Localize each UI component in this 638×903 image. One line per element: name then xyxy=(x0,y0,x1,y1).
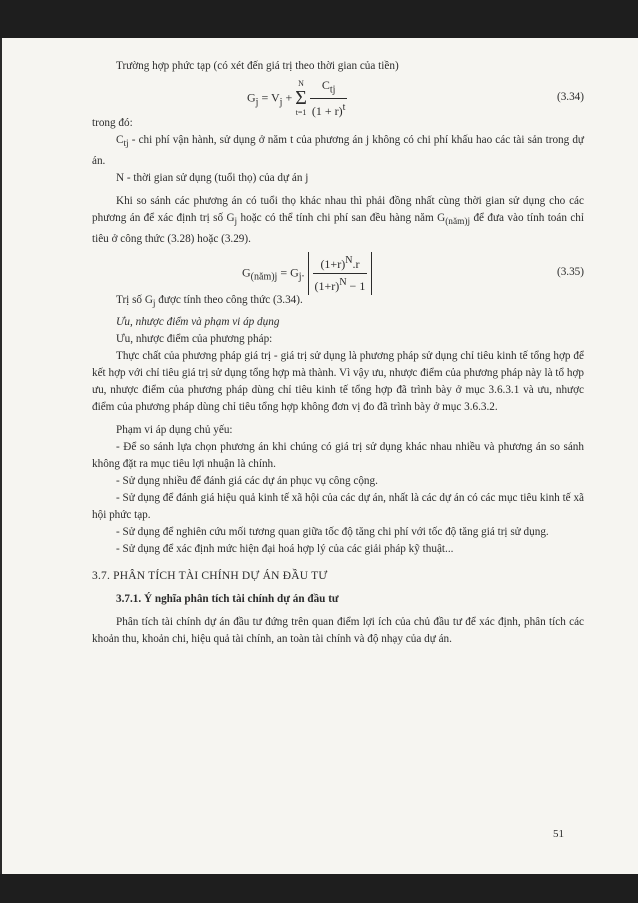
intro-line: Trường hợp phức tạp (có xét đến giá trị theo thời gian của tiền) xyxy=(116,60,399,72)
scope-item: - Sử dụng để xác định mức hiện đại hoá hợp lý của các giải pháp kỹ thuật... xyxy=(116,542,454,555)
formula-3-35-number: (3.35) xyxy=(556,266,584,279)
formula-3-34-expression: $G_j = V_j$ + N Σ t=1 $\frac{C_{tj}}{(1 + r)^t}$ xyxy=(247,78,346,119)
advantages-paragraph: Thực chất của phương pháp giá trị - giá trị sử dụng là phương pháp sử dụng chỉ tiêu kinh tế tổng hợp để kết hợp với chỉ tiêu giá trị sử dụng tổng hợp mà thành. Vì vậy ưu, nhược điểm của phương pháp này là tổ hợp ưu, nhược điểm của phương pháp dùng chỉ tiêu kinh tế tổng hợp đã trình bày ở mục 3.6.3.1 và ưu, nhược điểm của phương pháp dùng chỉ tiêu tổng hợp không đơn vị đo đã trình bày ở mục 3.6.3.2. xyxy=(92,349,584,413)
formula-3-35 xyxy=(92,248,584,292)
scan-top-edge xyxy=(0,0,638,38)
scope-item: - Để so sánh lựa chọn phương án khi chúng có giá trị sử dụng khác nhau nhiều và phương án so sánh không đặt ra mục tiêu lợi nhuận là chính. xyxy=(92,440,584,470)
formula-3-34 xyxy=(92,75,584,119)
scan-bottom-edge xyxy=(0,874,638,903)
gj-line: Trị số $G_j$ được tính theo công thức (3.34). xyxy=(116,294,303,310)
page-content xyxy=(92,58,584,648)
definition-n: N - thời gian sử dụng (tuổi thọ) của dự án j xyxy=(116,172,309,185)
trong-do-label: trong đó: xyxy=(92,117,133,129)
italic-heading: Ưu, nhược điểm và phạm vi áp dụng xyxy=(116,315,280,328)
formula-3-35-expression: $G_{(năm)j} = G_j$. $\frac{(1+r)^N.r}{(1+r)^N - 1}$ xyxy=(242,252,372,295)
advantages-heading: Ưu, nhược điểm của phương pháp: xyxy=(116,332,273,345)
final-paragraph: Phân tích tài chính dự án đầu tư đứng trên quan điểm lợi ích của chủ đầu tư để xác định, phân tích các khoản thu, khoản chi, hiệu quả tài chính, an toàn tài chính và độ nhạy của dự án. xyxy=(92,615,584,645)
definition-ctj: $C_{tj}$ - chi phí vận hành, sử dụng ở năm t của phương án j không có chi phí khấu hao các tài sản trong dự án. xyxy=(92,134,584,168)
scope-heading: Phạm vi áp dụng chủ yếu: xyxy=(116,423,233,436)
scope-item: - Sử dụng nhiều để đánh giá các dự án phục vụ công cộng. xyxy=(116,474,378,487)
scope-item: - Sử dụng để nghiên cứu mối tương quan giữa tốc độ tăng chi phí với tốc độ tăng giá trị sử dụng. xyxy=(116,525,549,538)
paragraph-compare: Khi so sánh các phương án có tuổi thọ khác nhau thì phải đồng nhất cùng thời gian sử dụng cho các phương án để xác định trị số $G_j$ hoặc có thể tính chi phí san đều hàng năm $G_{(năm)j}$ để đưa vào tính toán chỉ tiêu ở công thức (3.28) hoặc (3.29). xyxy=(92,195,585,246)
subsection-heading: 3.7.1. Ý nghĩa phân tích tài chính dự án đầu tư xyxy=(116,592,339,605)
page-number: 51 xyxy=(553,828,564,840)
formula-3-34-number: (3.34) xyxy=(556,91,584,103)
section-heading: 3.7. PHÂN TÍCH TÀI CHÍNH DỰ ÁN ĐẦU TƯ xyxy=(92,569,328,582)
scope-item: - Sử dụng để đánh giá hiệu quả kinh tế xã hội của các dự án, nhất là các dự án có các mục tiêu kinh tế xã hội phức tạp. xyxy=(92,491,585,521)
